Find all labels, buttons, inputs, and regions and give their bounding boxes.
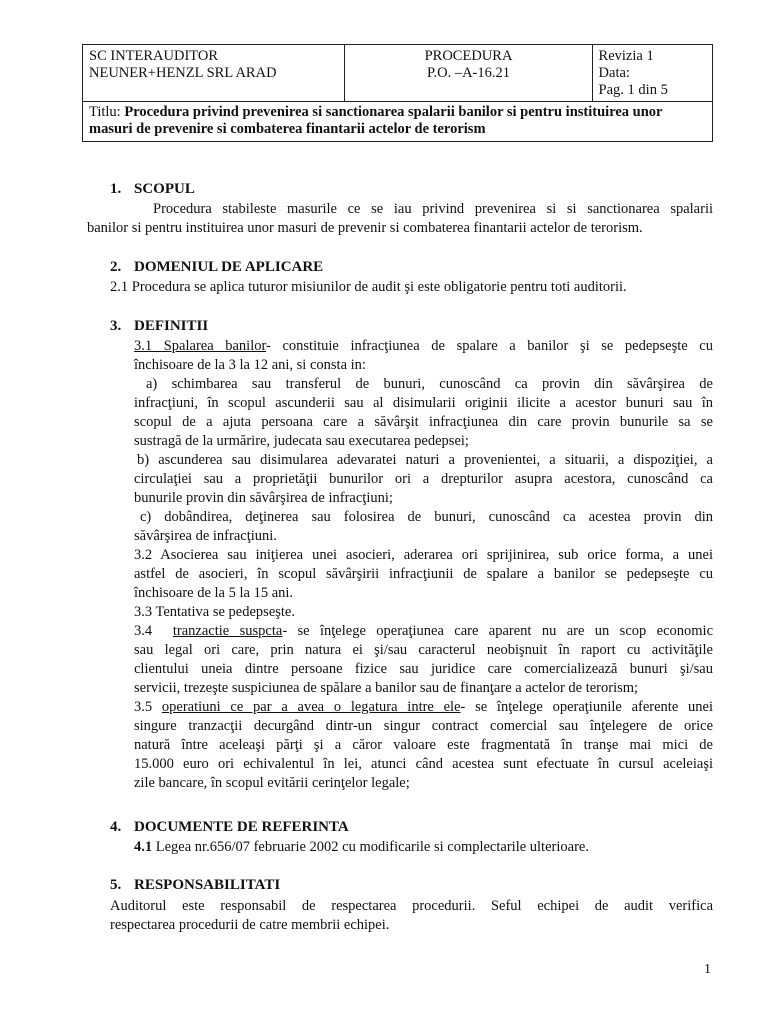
item-a-line: infracţiuni, în scopul ascunderii sau al disimularii originii ilicite a acestor bunuri sau în bbox=[134, 395, 713, 411]
term-tranzactie-suspecta: tranzactie suspcta bbox=[172, 623, 283, 639]
date-label: Data: bbox=[598, 65, 630, 81]
company-cell bbox=[83, 45, 345, 102]
section-heading-scopul bbox=[110, 181, 195, 198]
term-operatiuni-legatura: operatiuni ce par a avea o legatura intre ele bbox=[161, 699, 461, 715]
scope-paragraph bbox=[87, 200, 713, 238]
title-label: Titlu: bbox=[89, 104, 121, 120]
procedure-label: PROCEDURA bbox=[424, 48, 513, 64]
definition-3-5-line: zile bancare, în scopul evitării cerinţelor legale; bbox=[134, 775, 410, 791]
definitions-block bbox=[134, 337, 713, 793]
reference-number: 4.1 bbox=[134, 839, 153, 855]
procedure-cell bbox=[345, 45, 592, 102]
title-cell bbox=[83, 102, 713, 142]
definition-3-2-line: astfel de asocieri, în scopul săvârşirii infracţiunii de spalare a banilor se pedepseşte cu bbox=[134, 566, 713, 582]
item-c-line: c) dobândirea, deţinerea sau folosirea de bunuri, cunoscând ca acestea provin din bbox=[140, 509, 713, 525]
section-title: DOMENIUL DE APLICARE bbox=[134, 259, 324, 275]
section-heading-definitii bbox=[110, 318, 208, 335]
definition-text: - se înţelege operaţiunea care aparent nu are un scop economic bbox=[282, 623, 714, 639]
section-number: 1. bbox=[110, 181, 122, 197]
definition-3-2-line: 3.2 Asocierea sau iniţierea unei asocieri, aderarea ori sprijinirea, sub orice forma, a unei bbox=[134, 547, 713, 563]
definition-3-4-line: clientului uneia dintre persoane fizice sau juridice care comercializează bunuri şi/sau bbox=[134, 661, 713, 677]
item-c-line: săvârşirea de infracţiuni. bbox=[134, 528, 277, 544]
section-number: 5. bbox=[110, 877, 122, 893]
definition-3-5-line: natură între aceleaşi părţi şi a căror valoare este fragmentată în tranşe mai mici de bbox=[134, 737, 713, 753]
definition-number: 3.4 bbox=[134, 623, 153, 639]
section-heading-documente bbox=[110, 819, 349, 836]
definition-3-5-line: singure tranzacţii decurgând dintr-un singur contract comercial sau înţelegere de orice bbox=[134, 718, 713, 734]
reference-text: Legea nr.656/07 februarie 2002 cu modificarile si complectarile ulterioare. bbox=[155, 839, 589, 855]
references-paragraph bbox=[134, 838, 713, 857]
responsibility-line: respectarea procedurii de catre membrii echipei. bbox=[110, 917, 390, 933]
definition-3-1-line bbox=[134, 337, 713, 356]
company-name-line2: NEUNER+HENZL SRL ARAD bbox=[89, 65, 277, 81]
domain-paragraph bbox=[110, 278, 713, 297]
header-table bbox=[82, 44, 713, 142]
definition-line: închisoare de la 3 la 12 ani, si consta in: bbox=[134, 357, 366, 373]
revision-cell bbox=[592, 45, 712, 102]
document-title: Procedura privind prevenirea si sanctionarea spalarii banilor si pentru instituirea unor masuri de prevenire si combaterea finantarii actelor de terorism bbox=[89, 104, 663, 137]
scope-line: Procedura stabileste masurile ce se iau privind prevenirea si si sanctionarea spalarii bbox=[153, 201, 713, 217]
section-number: 4. bbox=[110, 819, 122, 835]
section-title: DOCUMENTE DE REFERINTA bbox=[134, 819, 349, 835]
page-count-label: Pag. 1 din 5 bbox=[598, 82, 668, 98]
definition-3-4-line: servicii, trezeşte suspiciunea de spălare a banilor sau de finanţare a actelor de terorism; bbox=[134, 680, 639, 696]
revision-label: Revizia 1 bbox=[598, 48, 654, 64]
section-heading-responsabilitati bbox=[110, 877, 280, 894]
responsibility-line: Auditorul este responsabil de respectarea procedurii. Seful echipei de audit verifica bbox=[110, 898, 713, 914]
section-number: 2. bbox=[110, 259, 122, 275]
definition-text: - constituie infracţiunea de spalare a banilor şi se pedepseşte cu bbox=[266, 338, 713, 354]
definition-number: 3.5 bbox=[134, 699, 153, 715]
definition-3-4-line bbox=[134, 622, 713, 641]
section-title: RESPONSABILITATI bbox=[134, 877, 281, 893]
company-name: SC INTERAUDITOR bbox=[89, 48, 219, 64]
definition-3-3-line: 3.3 Tentativa se pedepseşte. bbox=[134, 604, 295, 620]
procedure-code: P.O. –A-16.21 bbox=[427, 65, 510, 81]
item-a-line: scopul de a ajuta persoana care a săvârşit infracţiunea din care provin bunurile sa se bbox=[134, 414, 713, 430]
item-a-line: a) schimbarea sau transferul de bunuri, cunoscând ca provin din săvârşirea de bbox=[146, 376, 713, 392]
scope-line: banilor si pentru instituirea unor masuri de prevenir si combaterea finantarii actelor de terorism. bbox=[87, 220, 643, 236]
reference-line bbox=[134, 838, 713, 857]
section-title: SCOPUL bbox=[134, 181, 195, 197]
responsibilities-paragraph bbox=[110, 897, 713, 935]
section-title: DEFINITII bbox=[134, 318, 209, 334]
item-a-line: sustragă de la urmărire, judecata sau executarea pedepsei; bbox=[134, 433, 469, 449]
definition-text: - se înţelege operaţiunile aferente unei bbox=[460, 699, 713, 715]
item-b-line: bunurile provin din săvârşirea de infracţiuni; bbox=[134, 490, 393, 506]
definition-3-5-line bbox=[134, 698, 713, 717]
section-number: 3. bbox=[110, 318, 122, 334]
definition-3-2-line: închisoare de la 5 la 15 ani. bbox=[134, 585, 294, 601]
item-b-line: b) ascunderea sau disimularea adevaratei naturi a provenientei, a situarii, a dispoziţiei, a bbox=[137, 452, 713, 468]
item-b-line: circulaţiei sau a proprietăţii bunurilor ori a drepturilor asupra acestora, cunoscând ca bbox=[134, 471, 713, 487]
domain-line: 2.1 Procedura se aplica tuturor misiunilor de audit şi este obligatorie pentru toti auditorii. bbox=[110, 279, 627, 295]
definition-3-4-line: sau legal ori care, prin natura ei şi/sau caracterul neobişnuit în raport cu activităţile bbox=[134, 642, 713, 658]
section-heading-domeniu bbox=[110, 259, 323, 276]
term-spalarea-banilor: 3.1 Spalarea banilor bbox=[134, 338, 267, 354]
definition-3-5-line: 15.000 euro ori echivalentul în lei, atunci când acestea sunt efectuate în cursul aceleiaşi bbox=[134, 756, 713, 772]
page-number: 1 bbox=[704, 962, 711, 977]
